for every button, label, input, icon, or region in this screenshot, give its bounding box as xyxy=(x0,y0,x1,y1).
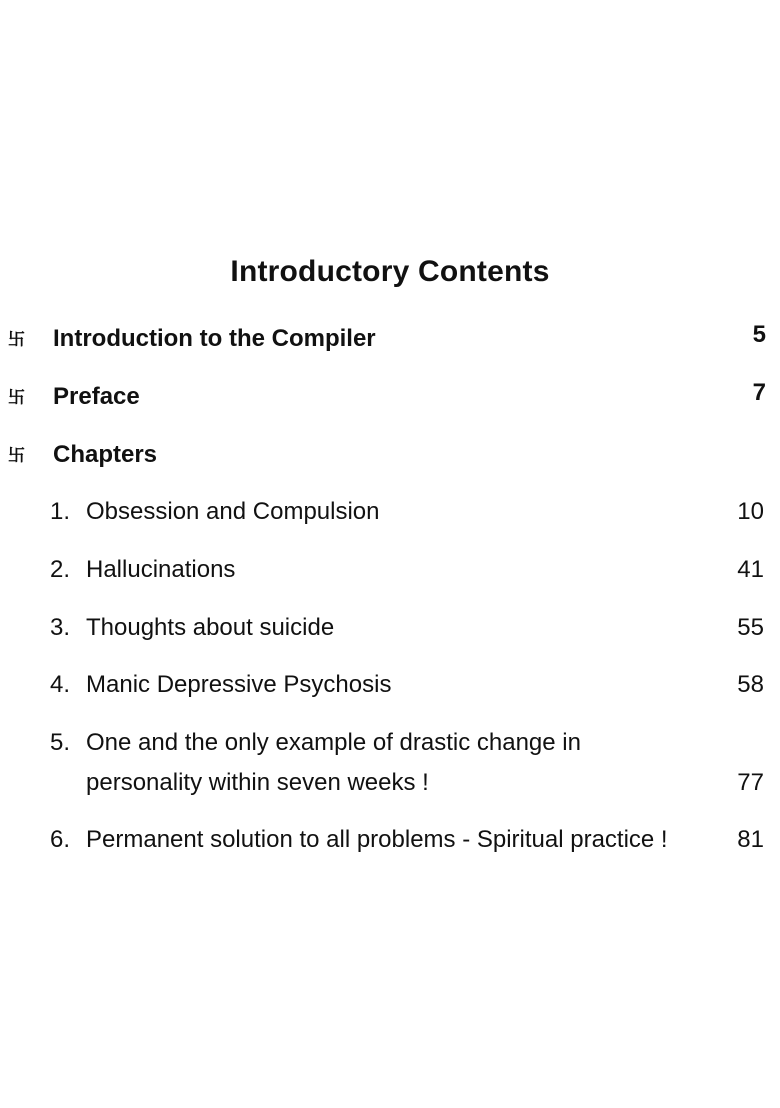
chapter-page: 58 xyxy=(737,671,764,698)
chapter-number: 1. xyxy=(50,498,71,525)
chapter-page: 77 xyxy=(737,769,764,796)
page-title: Introductory Contents xyxy=(230,255,550,288)
toc-chapter-4[interactable] xyxy=(0,667,780,703)
chapter-title: Obsession and Compulsion xyxy=(86,498,380,525)
chapter-page: 10 xyxy=(737,498,764,525)
chapter-number: 5. xyxy=(50,729,71,756)
toc-chapter-5[interactable] xyxy=(0,725,780,801)
chapter-title-line-2: personality within seven weeks ! xyxy=(86,769,429,796)
chapter-title-line-1: One and the only example of drastic change in xyxy=(86,729,581,756)
toc-entry-label: Preface xyxy=(53,383,140,410)
toc-entry-introduction[interactable] xyxy=(0,321,780,357)
chapter-title: Hallucinations xyxy=(86,556,236,583)
chapter-number: 6. xyxy=(50,826,71,853)
toc-chapter-2[interactable] xyxy=(0,552,780,588)
toc-entry-label: Introduction to the Compiler xyxy=(53,325,376,352)
chapter-title: Thoughts about suicide xyxy=(86,614,335,641)
chapter-number: 4. xyxy=(50,671,71,698)
toc-entry-label: Chapters xyxy=(53,441,158,468)
toc-chapter-3[interactable] xyxy=(0,610,780,646)
chapter-page: 81 xyxy=(737,826,764,853)
swastika-bullet-icon: 卐 xyxy=(8,330,25,350)
chapter-page: 41 xyxy=(737,556,764,583)
toc-chapter-1[interactable] xyxy=(0,494,780,530)
toc-entry-page: 5 xyxy=(752,321,766,348)
chapter-page: 55 xyxy=(737,614,764,641)
chapter-number: 2. xyxy=(50,556,71,583)
toc-entry-page: 7 xyxy=(752,379,766,406)
chapter-title: Permanent solution to all problems - Spiritual practice ! xyxy=(86,826,668,853)
chapter-number: 3. xyxy=(50,614,71,641)
swastika-bullet-icon: 卐 xyxy=(8,446,25,466)
chapter-title: Manic Depressive Psychosis xyxy=(86,671,392,698)
swastika-bullet-icon: 卐 xyxy=(8,388,25,408)
toc-chapter-6[interactable] xyxy=(0,822,780,858)
toc-entry-chapters xyxy=(0,437,780,473)
toc-entry-preface[interactable] xyxy=(0,379,780,415)
